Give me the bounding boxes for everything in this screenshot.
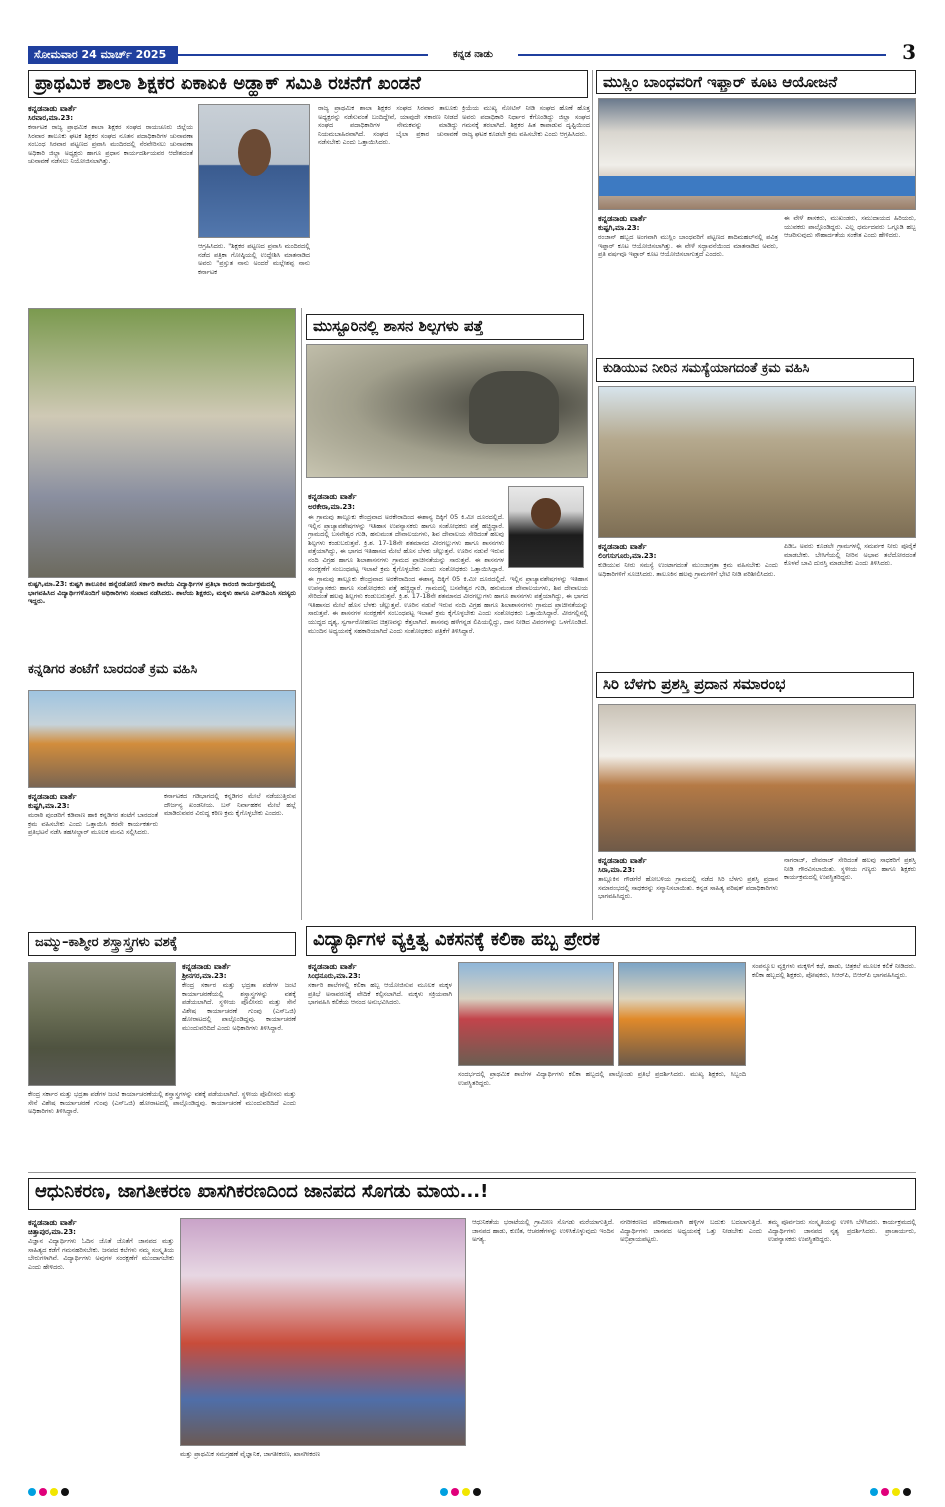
folk-col2: ಆಧುನಿಕತೆಯ ಭರಾಟೆಯಲ್ಲಿ ಗ್ರಾಮೀಣ ಸೊಗಡು ಮರೆಯಾಗುತ್ತಿದೆ. ಜಾನಪದ ಹಾಡು, ಕುಣಿತ, ಆಚರಣೆಗಳನ್ನು ಉಳಿಸಿಕೊಳ್ಳುವುದು ಇಂದಿನ ಅಗತ್ಯ. bbox=[472, 1218, 614, 1244]
siri-byline: ಕನ್ನಡನಾಡು ವಾರ್ತೆ bbox=[598, 856, 647, 865]
folk-byline: ಕನ್ನಡನಾಡು ವಾರ್ತೆ bbox=[28, 1218, 77, 1227]
iftar-dateline: ಕುಷ್ಟಗಿ,ಮಾ.23: bbox=[598, 224, 640, 232]
siri-col2: ನಾಗರಾಜ್, ದೇವರಾಜ್ ಸೇರಿದಂತೆ ಹಲವು ಸಾಧಕರಿಗೆ ಪ್ರಶಸ್ತಿ ನೀಡಿ ಗೌರವಿಸಲಾಯಿತು. ಸ್ಥಳೀಯ ಗಣ್ಯರು ಹಾಗೂ ಶಿಕ್ಷಕರು ಕಾರ್ಯಕ್ರಮದಲ್ಲಿ ಉಪಸ್ಥಿತರಿದ್ದರು. bbox=[784, 856, 916, 882]
folk-col1: ವಿಜ್ಞಾನ ವಿದ್ಯಾರ್ಥಿಗಳು ಓದಿನ ಜೊತೆ ಜೊತೆಗೆ ಜಾನಪದ ಮತ್ತು ಸಾಹಿತ್ಯದ ಕಡೆಗೆ ಗಮನಹರಿಸಬೇಕು. ಜನಪದ ಕಲೆಗಳು ನಮ್ಮ ಸಂಸ್ಕೃತಿಯ ಬೇರುಗಳಾಗಿವೆ. ವಿದ್ಯಾರ್ಥಿಗಳು ಅವುಗಳ ಸಂರಕ್ಷಣೆಗೆ ಮುಂದಾಗಬೇಕು ಎಂದು ಹೇಳಿದರು. bbox=[28, 1237, 174, 1271]
kannadigas-dateline: ಕುಷ್ಟಗಿ,ಮಾ.23: bbox=[28, 802, 70, 810]
inscriptions-body: ಈ ಗ್ರಾಮವು ತಾಲ್ಲೂಕು ಕೇಂದ್ರವಾದ ಅರಕೇರಾದಿಂದ ಈಶಾನ್ಯ ದಿಕ್ಕಿಗೆ 05 ಕಿ.ಮೀ ದೂರದಲ್ಲಿದೆ. ಇಲ್ಲಿನ ಪ್ರಾಚ್ಯಾವಶೇಷಗಳನ್ನು ಇತಿಹಾಸ ಉಪನ್ಯಾಸಕರು ಹಾಗೂ ಸಂಶೋಧಕರು ಪತ್ತೆ ಹಚ್ಚಿದ್ದಾರೆ. ಗ್ರಾಮದಲ್ಲಿ ಬಸವೇಶ್ವರ ಗುಡಿ, ಹನುಮಂತ ದೇವಾಲಯಗಳು, ಶಿವ ದೇವಾಲಯ ಸೇರಿದಂತೆ ಹಲವು ಶಿಲ್ಪಗಳು ಕಂಡುಬರುತ್ತವೆ. ಕ್ರಿ.ಶ. 17-18ನೇ ಶತಮಾನದ ವೀರಗಲ್ಲುಗಳು ಹಾಗೂ ಶಾಸನಗಳು ಪತ್ತೆಯಾಗಿದ್ದು, ಈ ಭಾಗದ ಇತಿಹಾಸದ ಮೇಲೆ ಹೊಸ ಬೆಳಕು ಚೆಲ್ಲುತ್ತವೆ. ಊರಿನ ನಡುವೆ ಇರುವ ನಂದಿ ವಿಗ್ರಹ ಹಾಗೂ ಶಿಲಾಶಾಸನಗಳು ಗ್ರಾಮದ ಪ್ರಾಚೀನತೆಯನ್ನು ಸಾರುತ್ತವೆ. ಈ ಶಾಸನಗಳ ಸಂರಕ್ಷಣೆಗೆ ಸಂಬಂಧಪಟ್ಟ ಇಲಾಖೆ ಕ್ರಮ ಕೈಗೊಳ್ಳಬೇಕು ಎಂದು ಸಂಶೋಧಕರು ಒತ್ತಾಯಿಸಿದ್ದಾರೆ. ವೀರಗಲ್ಲಿನಲ್ಲಿ ಯುದ್ಧದ ದೃಶ್ಯ, ಸ್ವರ್ಗಾರೋಹಣದ ಚಿತ್ರಣವನ್ನು ಕೆತ್ತಲಾಗಿದೆ. ಶಾಸನವು ಹಳೆಗನ್ನಡ ಲಿಪಿಯಲ್ಲಿದ್ದು, ದಾನ ನೀಡಿದ ವಿವರಗಳನ್ನು ಒಳಗೊಂಡಿದೆ. ಮುಂದಿನ ಅಧ್ಯಯನಕ್ಕೆ ಸಹಕಾರಿಯಾಗಿದೆ ಎಂದು ಸಂಶೋಧಕರು ಪತ್ರಿಕೆಗೆ ತಿಳಿಸಿದ್ದಾರೆ. bbox=[308, 575, 588, 635]
kannadigas-headline: ಕನ್ನಡಿಗರ ತಂಟೆಗೆ ಬಾರದಂತೆ ಕ್ರಮ ವಹಿಸಿ bbox=[28, 662, 198, 677]
siri-photo bbox=[598, 704, 916, 852]
inscriptions-author-photo bbox=[508, 486, 584, 568]
column-divider bbox=[592, 70, 593, 920]
kannadigas-byline: ಕನ್ನಡನಾಡು ವಾರ್ತೆ bbox=[28, 792, 77, 801]
teachers-portrait-photo bbox=[198, 104, 310, 238]
registration-marks-center bbox=[440, 1488, 481, 1496]
iftar-col1: ರಂಜಾನ್ ಹಬ್ಬದ ಅಂಗವಾಗಿ ಮುಸ್ಲಿಂ ಬಾಂಧವರಿಗೆ ಪಟ್ಟಣದ ಶಾದಿಮಹಲ್‌ನಲ್ಲಿ ಪವಿತ್ರ ಇಫ್ತಾರ್ ಕೂಟ ಆಯೋಜಿಸಲಾಗಿತ್ತು. ಈ ವೇಳೆ ಸದ್ಭಾವನೆಯಿಂದ ಮಾತನಾಡಿದ ಅವರು, ಪ್ರತಿ ವರ್ಷವೂ ಇಫ್ತಾರ್ ಕೂಟ ಆಯೋಜಿಸಲಾಗುತ್ತದೆ ಎಂದರು. bbox=[598, 233, 778, 259]
kalika-headline: ವಿದ್ಯಾರ್ಥಿಗಳ ವ್ಯಕ್ತಿತ್ವ ವಿಕಸನಕ್ಕೆ ಕಲಿಕಾ ಹಬ್ಬ ಪ್ರೇರಕ bbox=[306, 926, 916, 956]
registration-dot bbox=[440, 1488, 448, 1496]
folk-col4: ತಮ್ಮ ಪೂರ್ವಜರು ಸಂಸ್ಕೃತಿಯನ್ನು ಉಳಿಸಿ ಬೆಳೆಸಿದರು. ಕಾರ್ಯಕ್ರಮದಲ್ಲಿ ವಿದ್ಯಾರ್ಥಿಗಳು ಜಾನಪದ ನೃತ್ಯ ಪ್ರದರ್ಶಿಸಿದರು. ಪ್ರಾಚಾರ್ಯರು, ಉಪನ್ಯಾಸಕರು ಉಪಸ್ಥಿತರಿದ್ದರು. bbox=[768, 1218, 916, 1244]
registration-dot bbox=[39, 1488, 47, 1496]
teachers-byline: ಕನ್ನಡನಾಡು ವಾರ್ತೆ bbox=[28, 104, 77, 113]
kalika-photo-2 bbox=[618, 962, 746, 1066]
teachers-headline: ಪ್ರಾಥಮಿಕ ಶಾಲಾ ಶಿಕ್ಷಕರ ಏಕಾಏಕಿ ಅಡ್ಹಾಕ್ ಸಮಿತಿ ರಚನೆಗೆ ಖಂಡನೆ bbox=[28, 70, 588, 98]
registration-marks-left bbox=[28, 1488, 69, 1496]
water-col1: ಕುಡಿಯುವ ನೀರು ಸಮಸ್ಯೆ ಉಂಟಾಗದಂತೆ ಮುಂಜಾಗ್ರತಾ ಕ್ರಮ ವಹಿಸಬೇಕು ಎಂದು ಅಧಿಕಾರಿಗಳಿಗೆ ಸೂಚಿಸಿದರು. ತಾಲೂಕಿನ ಹಲವು ಗ್ರಾಮಗಳಿಗೆ ಭೇಟಿ ನೀಡಿ ಪರಿಶೀಲಿಸಿದರು. bbox=[598, 561, 778, 578]
kalika-col2: ಸಂಪನ್ಮೂಲ ವ್ಯಕ್ತಿಗಳು ಮಕ್ಕಳಿಗೆ ಕಥೆ, ಹಾಡು, ಚಿತ್ರಕಲೆ ಮೂಲಕ ಕಲಿಕೆ ನೀಡಿದರು. ಕಲಿಕಾ ಹಬ್ಬದಲ್ಲಿ ಶಿಕ್ಷಕರು, ಪೋಷಕರು, ಸಿಆರ್‌ಪಿ, ಬಿಆರ್‌ಪಿ ಭಾಗವಹಿಸಿದ್ದರು. bbox=[752, 962, 916, 979]
folk-photo bbox=[180, 1218, 466, 1446]
inscriptions-photo bbox=[306, 344, 588, 478]
water-headline: ಕುಡಿಯುವ ನೀರಿನ ಸಮಸ್ಯೆಯಾಗದಂತೆ ಕ್ರಮ ವಹಿಸಿ bbox=[596, 358, 914, 382]
author-face bbox=[531, 498, 561, 528]
jk-headline: ಜಮ್ಮು–ಕಾಶ್ಮೀರ ಶಸ್ತ್ರಾಸ್ತ್ರಗಳು ವಶಕ್ಕೆ bbox=[28, 932, 296, 956]
registration-dot bbox=[61, 1488, 69, 1496]
teachers-col2: ರಾಜ್ಯ ಪ್ರಾಥಮಿಕ ಶಾಲಾ ಶಿಕ್ಷಕರ ಸಂಘದ ಸಿರವಾರ ತಾಲೂಕು ಅಧ್ಯಕ್ಷರನ್ನು ನಡೆಸುವಂತೆ ಬಂದಿದ್ದೇವೆ, ಯಾವುದೇ ಸಕಾರಣ ನೀಡದೆ ಸಂಘದ ಪದಾಧಿಕಾರಿಗಳ ನೇಮಕವನ್ನು ಮಾಡಿದ್ದು ನಿಯಮಬಾಹಿರವಾಗಿದೆ. ಸಂಘದ ಬೈಲಾ ಪ್ರಕಾರ ಚುನಾವಣೆ ನಡೆಸಬೇಕು ಎಂದು ಒತ್ತಾಯಿಸಿದರು. bbox=[318, 104, 458, 147]
jk-body: ಕೇಂದ್ರ ಸರ್ಕಾರ ಮತ್ತು ಭದ್ರತಾ ಪಡೆಗಳ ಜಂಟಿ ಕಾರ್ಯಾಚರಣೆಯಲ್ಲಿ ಶಸ್ತ್ರಾಸ್ತ್ರಗಳನ್ನು ವಶಕ್ಕೆ ಪಡೆಯಲಾಗಿದೆ. ಸ್ಥಳೀಯ ಪೊಲೀಸರು ಮತ್ತು ಸೇನೆ ವಿಶೇಷ ಕಾರ್ಯಾಚರಣೆ ಗುಂಪು (ಎಸ್‌ಒಜಿ) ಹೋರಾಟದಲ್ಲಿ ಪಾಲ್ಗೊಂಡಿದ್ದವು. ಕಾರ್ಯಾಚರಣೆ ಮುಂದುವರಿದಿದೆ ಎಂದು ಅಧಿಕಾರಿಗಳು ತಿಳಿಸಿದ್ದಾರೆ. bbox=[28, 1090, 296, 1116]
jk-body-col: ಕೇಂದ್ರ ಸರ್ಕಾರ ಮತ್ತು ಭದ್ರತಾ ಪಡೆಗಳ ಜಂಟಿ ಕಾರ್ಯಾಚರಣೆಯಲ್ಲಿ ಶಸ್ತ್ರಾಸ್ತ್ರಗಳನ್ನು ವಶಕ್ಕೆ ಪಡೆಯಲಾಗಿದೆ. ಸ್ಥಳೀಯ ಪೊಲೀಸರು ಮತ್ತು ಸೇನೆ ವಿಶೇಷ ಕಾರ್ಯಾಚರಣೆ ಗುಂಪು (ಎಸ್‌ಒಜಿ) ಹೋರಾಟದಲ್ಲಿ ಪಾಲ್ಗೊಂಡಿದ್ದವು. ಕಾರ್ಯಾಚರಣೆ ಮುಂದುವರಿದಿದೆ ಎಂದು ಅಧಿಕಾರಿಗಳು ತಿಳಿಸಿದ್ದಾರೆ. bbox=[182, 981, 296, 1032]
registration-dot bbox=[451, 1488, 459, 1496]
masthead-date: ಸೋಮವಾರ 24 ಮಾರ್ಚ್ 2025 bbox=[28, 46, 178, 64]
folk-headline: ಆಧುನಿಕರಣ, ಜಾಗತೀಕರಣ ಖಾಸಗಿಕರಣದಿಂದ ಜಾನಪದ ಸೊಗಡು ಮಾಯ...! bbox=[28, 1178, 916, 1210]
registration-dot bbox=[870, 1488, 878, 1496]
kalika-byline: ಕನ್ನಡನಾಡು ವಾರ್ತೆ bbox=[308, 962, 357, 971]
registration-dot bbox=[473, 1488, 481, 1496]
registration-dot bbox=[892, 1488, 900, 1496]
teachers-col3: ಕ್ರಿಯೆಯ ಮುಖ್ಯ ನೋಟಿಸ್ ನೀಡಿ ಸಂಘದ ಹೊಣೆ ಹೊತ್ತ ಅವರು ಪದಾಧಿಕಾರಿ ನಿರ್ಧಾರ ಕೆಗೊಂಡಿದ್ದು ಜಿಲ್ಲಾ ಸಂಘದ ಗಮನಕ್ಕೆ ತರಲಾಗಿದೆ. ಶಿಕ್ಷಕರ ಹಿತ ಕಾಪಾಡುವ ದೃಷ್ಟಿಯಿಂದ ರಾಜ್ಯ ಘಟಕ ಕೂಡಲೇ ಕ್ರಮ ವಹಿಸಬೇಕು ಎಂದು ಆಗ್ರಹಿಸಿದರು. bbox=[462, 104, 590, 138]
siri-col1: ತಾಲ್ಲೂಕಿನ ಗೌಡಗೆರೆ ಹೋಬಳಿಯ ಗ್ರಾಮದಲ್ಲಿ ನಡೆದ ಸಿರಿ ಬೆಳಗು ಪ್ರಶಸ್ತಿ ಪ್ರದಾನ ಸಮಾರಂಭದಲ್ಲಿ ಸಾಧಕರನ್ನು ಸನ್ಮಾನಿಸಲಾಯಿತು. ಕನ್ನಡ ಸಾಹಿತ್ಯ ಪರಿಷತ್ ಪದಾಧಿಕಾರಿಗಳು ಭಾಗವಹಿಸಿದ್ದರು. bbox=[598, 875, 778, 901]
column-divider bbox=[301, 308, 302, 920]
teachers-dateline: ಸಿರವಾರ,ಮಾ.23: bbox=[28, 114, 74, 122]
water-byline: ಕನ್ನಡನಾಡು ವಾರ್ತೆ bbox=[598, 542, 647, 551]
page-number: 3 bbox=[902, 40, 916, 64]
nandi-statue bbox=[469, 371, 559, 444]
iftar-photo bbox=[598, 98, 916, 210]
water-photo bbox=[598, 386, 916, 538]
inscriptions-dateline: ಅರಕೇರಾ,ಮಾ.23: bbox=[308, 503, 355, 511]
registration-dot bbox=[28, 1488, 36, 1496]
folk-caption: ಮತ್ತು ಪ್ರಾಥಮಿಕ ಸಮಗ್ರಹಣೆ ವೈಜ್ಞಾನಿಕ, ಜಾಗತೀಕರಣ, ಖಾಸಗೀಕರಣ bbox=[180, 1450, 321, 1458]
masthead-rule bbox=[178, 54, 886, 56]
inscriptions-byline: ಕನ್ನಡನಾಡು ವಾರ್ತೆ bbox=[308, 492, 357, 501]
iftar-table bbox=[599, 176, 915, 196]
kalika-caption: ಸಂದರ್ಭದಲ್ಲಿ ಪ್ರಾಥಮಿಕ ಶಾಲೆಗಳ ವಿದ್ಯಾರ್ಥಿಗಳು ಕಲಿಕಾ ಹಬ್ಬದಲ್ಲಿ ಪಾಲ್ಗೊಂಡು ಪ್ರತಿಭೆ ಪ್ರದರ್ಶಿಸಿದರು. ಮುಖ್ಯ ಶಿಕ್ಷಕರು, ಸಿಬ್ಬಂದಿ ಉಪಸ್ಥಿತರಿದ್ದರು. bbox=[458, 1070, 746, 1087]
teachers-caption: ಆಗ್ರಹಿಸಿದರು. "ಶಿಕ್ಷಕರ ಪಟ್ಟಣದ ಪ್ರವಾಸಿ ಮಂದಿರದಲ್ಲಿ ನಡೆದ ಪತ್ರಿಕಾ ಗೋಷ್ಠಿಯಲ್ಲಿ ಉದ್ದೇಶಿಸಿ ಮಾತನಾಡಿದ ಅವರು "ಪ್ರಸ್ತುತ ನಾನು ಅಂದರೆ ಮಲ್ಲೇಶಪ್ಪ ನಾನು ಕರ್ನಾಟಕ bbox=[198, 242, 310, 276]
jk-byline: ಕನ್ನಡನಾಡು ವಾರ್ತೆ bbox=[182, 962, 231, 971]
teachers-col1: ಕರ್ನಾಟಕ ರಾಜ್ಯ ಪ್ರಾಥಮಿಕ ಶಾಲಾ ಶಿಕ್ಷಕರ ಸಂಘದ ರಾಯಚೂರು ಜಿಲ್ಲೆಯ ಸಿರವಾರ ತಾಲೂಕು ಘಟಕ ಶಿಕ್ಷಕರ ಸಂಘದ ನೂತನ ಪದಾಧಿಕಾರಿಗಳ ಚುನಾವಣಾ ಸಂಬಂಧ ಸಿರವಾರ ಪಟ್ಟಣದ ಪ್ರವಾಸಿ ಮಂದಿರದಲ್ಲಿ ನೆರವೇರಿಸಲು ಚುನಾವಣಾ ಅಧಿಕಾರಿ ಜಿಲ್ಲಾ ಅಧ್ಯಕ್ಷರು ಹಾಗೂ ಪ್ರಧಾನ ಕಾರ್ಯದರ್ಶಿಯವರ ಆದೇಶದಂತೆ ಚುನಾವಣೆ ನಡೆಸಲು ನಿಯೋಜಿಸಲಾಗಿತ್ತು. bbox=[28, 123, 193, 166]
iftar-headline: ಮುಸ್ಲಿಂ ಬಾಂಧವರಿಗೆ ಇಫ್ತಾರ್ ಕೂಟ ಆಯೋಜನೆ bbox=[596, 70, 916, 94]
iftar-byline: ಕನ್ನಡನಾಡು ವಾರ್ತೆ bbox=[598, 214, 647, 223]
registration-marks-right bbox=[870, 1488, 911, 1496]
siri-dateline: ಸಿರಾ,ಮಾ.23: bbox=[598, 866, 635, 874]
kannadigas-photo bbox=[28, 690, 296, 788]
jk-photo bbox=[28, 962, 176, 1086]
portrait-face bbox=[238, 129, 271, 177]
kalika-col1: ಸರ್ಕಾರಿ ಶಾಲೆಗಳಲ್ಲಿ ಕಲಿಕಾ ಹಬ್ಬ ಆಯೋಜಿಸುವ ಮೂಲಕ ಮಕ್ಕಳ ಪ್ರತಿಭೆ ಅನಾವರಣಕ್ಕೆ ವೇದಿಕೆ ಕಲ್ಪಿಸಲಾಗಿದೆ. ಮಕ್ಕಳು ಸಕ್ರಿಯವಾಗಿ ಭಾಗವಹಿಸಿ ಕಲಿಕೆಯ ಆನಂದ ಅನುಭವಿಸಿದರು. bbox=[308, 981, 452, 1007]
registration-dot bbox=[881, 1488, 889, 1496]
inscriptions-body-intro: ಈ ಗ್ರಾಮವು ತಾಲ್ಲೂಕು ಕೇಂದ್ರವಾದ ಅರಕೇರಾದಿಂದ ಈಶಾನ್ಯ ದಿಕ್ಕಿಗೆ 05 ಕಿ.ಮೀ ದೂರದಲ್ಲಿದೆ. ಇಲ್ಲಿನ ಪ್ರಾಚ್ಯಾವಶೇಷಗಳನ್ನು ಇತಿಹಾಸ ಉಪನ್ಯಾಸಕರು ಹಾಗೂ ಸಂಶೋಧಕರು ಪತ್ತೆ ಹಚ್ಚಿದ್ದಾರೆ. ಗ್ರಾಮದಲ್ಲಿ ಬಸವೇಶ್ವರ ಗುಡಿ, ಹನುಮಂತ ದೇವಾಲಯಗಳು, ಶಿವ ದೇವಾಲಯ ಸೇರಿದಂತೆ ಹಲವು ಶಿಲ್ಪಗಳು ಕಂಡುಬರುತ್ತವೆ. ಕ್ರಿ.ಶ. 17-18ನೇ ಶತಮಾನದ ವೀರಗಲ್ಲುಗಳು ಹಾಗೂ ಶಾಸನಗಳು ಪತ್ತೆಯಾಗಿದ್ದು, ಈ ಭಾಗದ ಇತಿಹಾಸದ ಮೇಲೆ ಹೊಸ ಬೆಳಕು ಚೆಲ್ಲುತ್ತವೆ. ಊರಿನ ನಡುವೆ ಇರುವ ನಂದಿ ವಿಗ್ರಹ ಹಾಗೂ ಶಿಲಾಶಾಸನಗಳು ಗ್ರಾಮದ ಪ್ರಾಚೀನತೆಯನ್ನು ಸಾರುತ್ತವೆ. ಈ ಶಾಸನಗಳ ಸಂರಕ್ಷಣೆಗೆ ಸಂಬಂಧಪಟ್ಟ ಇಲಾಖೆ ಕ್ರಮ ಕೈಗೊಳ್ಳಬೇಕು ಎಂದು ಸಂಶೋಧಕರು ಒತ್ತಾಯಿಸಿದ್ದಾರೆ. bbox=[308, 513, 504, 573]
siri-headline: ಸಿರಿ ಬೆಳಗು ಪ್ರಶಸ್ತಿ ಪ್ರದಾನ ಸಮಾರಂಭ bbox=[596, 672, 914, 698]
row-divider bbox=[28, 1172, 916, 1173]
kalika-photo-1 bbox=[458, 962, 614, 1066]
registration-dot bbox=[903, 1488, 911, 1496]
jk-dateline: ಶ್ರೀನಗರ,ಮಾ.23: bbox=[182, 972, 227, 980]
masthead bbox=[28, 40, 916, 64]
water-dateline: ಲಿಂಗಸುಗೂರು,ಮಾ.23: bbox=[598, 552, 657, 560]
registration-dot bbox=[462, 1488, 470, 1496]
kannadigas-col2: ಕರ್ನಾಟಕದ ಗಡಿಭಾಗದಲ್ಲಿ ಕನ್ನಡಿಗರ ಮೇಲೆ ನಡೆಯುತ್ತಿರುವ ದೌರ್ಜನ್ಯ ಖಂಡನೀಯ. ಬಸ್ ನಿರ್ವಾಹಕನ ಮೇಲೆ ಹಲ್ಲೆ ಮಾಡಿರುವವರ ವಿರುದ್ಧ ಕಠಿಣ ಕ್ರಮ ಕೈಗೊಳ್ಳಬೇಕು ಎಂದರು. bbox=[164, 792, 296, 818]
folk-dateline: ಚಿತ್ತಾಪುರ,ಮಾ.23: bbox=[28, 1228, 76, 1236]
water-col2: ಪಿಡಿಒ ಅವರು ಕೂಡಲೇ ಗ್ರಾಮಗಳಲ್ಲಿ ಸಮರ್ಪಕ ನೀರು ಪೂರೈಕೆ ಮಾಡಬೇಕು. ಬೇಸಿಗೆಯಲ್ಲಿ ನೀರಿನ ಅಭಾವ ತಲೆದೋರದಂತೆ ಕೊಳವೆ ಬಾವಿ ದುರಸ್ತಿ ಮಾಡಬೇಕು ಎಂದು ತಿಳಿಸಿದರು. bbox=[784, 542, 916, 568]
registration-dot bbox=[50, 1488, 58, 1496]
iftar-col2: ಈ ವೇಳೆ ಶಾಸಕರು, ಮುಖಂಡರು, ಸಮುದಾಯದ ಹಿರಿಯರು, ಯುವಕರು ಪಾಲ್ಗೊಂಡಿದ್ದರು. ಎಲ್ಲ ಧರ್ಮದವರು ಒಗ್ಗೂಡಿ ಹಬ್ಬ ಆಚರಿಸುವುದು ಸೌಹಾರ್ದತೆಯ ಸಂಕೇತ ಎಂದು ಹೇಳಿದರು. bbox=[784, 214, 916, 240]
students-photo-caption: ಕುಷ್ಟಗಿ,ಮಾ.23: ಕುಷ್ಟಗಿ ತಾಲೂಕಿನ ಹನ್ನೆರಡೋಣಿ ಸರ್ಕಾರಿ ಶಾಲೆಯ ವಿದ್ಯಾರ್ಥಿಗಳ ಪ್ರತಿಭಾ ಕಾರಂಜಿ ಕಾರ್ಯಕ್ರಮದಲ್ಲಿ ಭಾಗವಹಿಸಿದ ವಿದ್ಯಾರ್ಥಿಗಳೊಂದಿಗೆ ಅಧಿಕಾರಿಗಳು ಸಂವಾದ ನಡೆಸಿದರು. ಶಾಲೆಯ ಶಿಕ್ಷಕರು, ಮಕ್ಕಳು ಹಾಗೂ ಎಸ್‌ಡಿಎಂಸಿ ಸದಸ್ಯರು ಇದ್ದರು. bbox=[28, 580, 296, 606]
inscriptions-headline: ಮುಸ್ಟೂರಿನಲ್ಲಿ ಶಾಸನ ಶಿಲ್ಪಗಳು ಪತ್ತೆ bbox=[306, 314, 584, 340]
students-photo bbox=[28, 308, 296, 578]
kalika-dateline: ಸಿಂಧನೂರು,ಮಾ.23: bbox=[308, 972, 361, 980]
kannadigas-col1: ಮರಾಠಿ ಪುಂಡರಿಗೆ ಕಡಿವಾಣ ಹಾಕಿ ಕನ್ನಡಿಗರ ತಂಟೆಗೆ ಬಾರದಂತೆ ಕ್ರಮ ವಹಿಸಬೇಕು ಎಂದು ಒತ್ತಾಯಿಸಿ ಕರವೇ ಕಾರ್ಯಕರ್ತರು ಪ್ರತಿಭಟನೆ ನಡೆಸಿ ತಹಸೀಲ್ದಾರ್ ಮೂಲಕ ಮನವಿ ಸಲ್ಲಿಸಿದರು. bbox=[28, 811, 158, 837]
folk-col3: ನಗರೀಕರಣದ ಪರಿಣಾಮವಾಗಿ ಹಳ್ಳಿಗಳ ಬದುಕು ಬದಲಾಗುತ್ತಿದೆ. ವಿದ್ಯಾರ್ಥಿಗಳು ಜಾನಪದ ಅಧ್ಯಯನಕ್ಕೆ ಒತ್ತು ನೀಡಬೇಕು ಎಂದು ಅಭಿಪ್ರಾಯಪಟ್ಟರು. bbox=[620, 1218, 762, 1244]
masthead-paper-name: ಕನ್ನಡ ನಾಡು bbox=[428, 46, 518, 64]
